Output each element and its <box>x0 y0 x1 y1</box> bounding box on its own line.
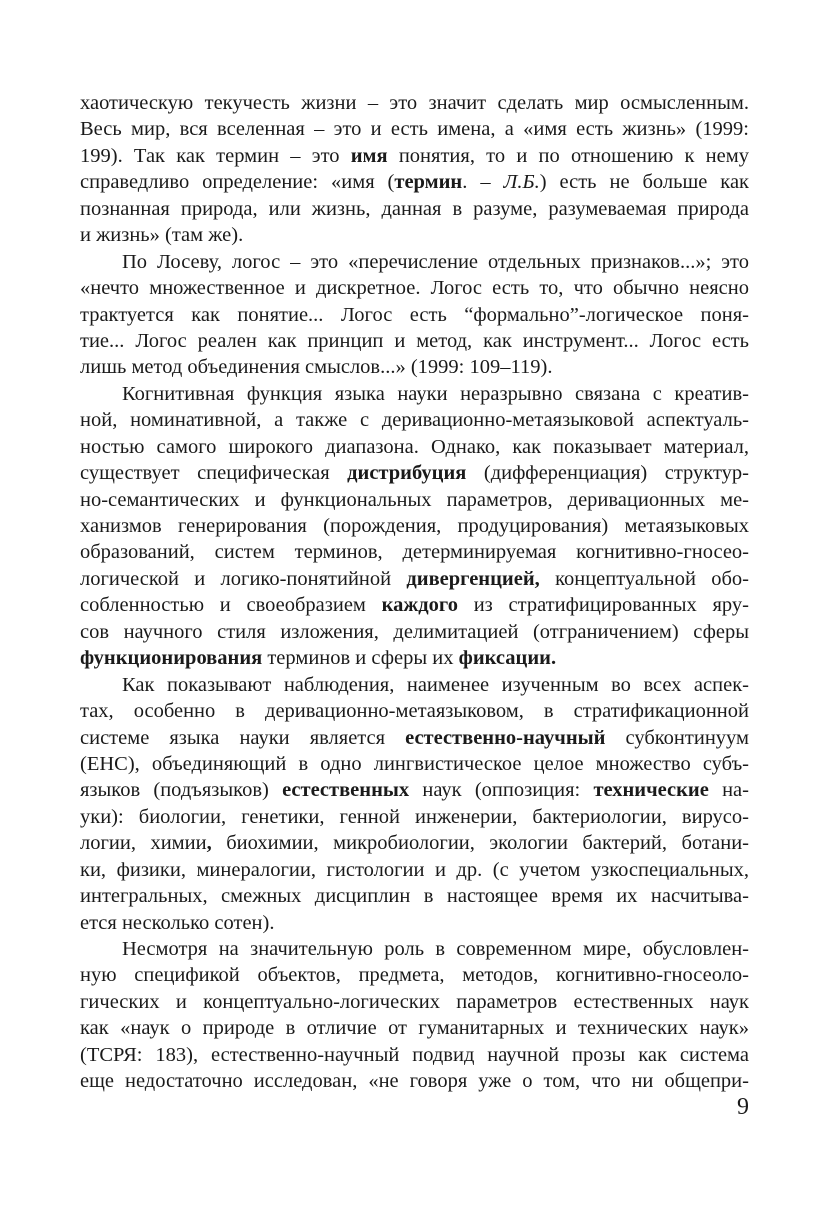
text-line <box>80 910 749 936</box>
text-run: . – <box>462 171 504 194</box>
text-line <box>80 196 749 222</box>
text-line <box>80 857 749 883</box>
text-run: ностью самого широкого диапазона. Однако, как показывает материал, <box>80 435 749 458</box>
text-line <box>80 487 749 513</box>
paragraph <box>80 381 749 672</box>
text-run: ханизмов генерирования (порождения, продуцирования) метаязыковых <box>80 515 749 537</box>
text-line <box>80 619 749 645</box>
text-run: концептуальной обо- <box>539 567 749 590</box>
text-line <box>80 777 749 803</box>
bold-term: функционирования <box>80 647 263 670</box>
paragraph <box>80 936 749 1095</box>
text-line <box>80 169 749 195</box>
text-line <box>80 539 749 565</box>
bold-term: технические <box>593 779 709 802</box>
text-line <box>80 302 749 328</box>
text-line <box>80 116 749 142</box>
text-line <box>80 407 749 433</box>
text-run: логии, химии <box>80 832 207 855</box>
body-text <box>80 90 749 1095</box>
text-run: как «наук о природе в отличие от гуманитарных и технических наук» <box>80 1017 749 1040</box>
text-run: 199). Так как термин – это <box>80 144 351 167</box>
bold-term: термин <box>394 171 463 194</box>
text-line <box>80 460 749 486</box>
text-run: собленностью и своеобразием <box>80 594 382 617</box>
text-line <box>80 989 749 1015</box>
text-run: наук (оппозиция: <box>409 779 594 802</box>
text-run: но-семантических и функциональных параметров, деривационных ме- <box>80 488 749 511</box>
text-run: и жизнь» (там же). <box>80 224 244 247</box>
text-line <box>80 1015 749 1041</box>
text-run: справедливо определение: «имя ( <box>80 171 395 194</box>
text-run: (дифференциация) структур- <box>466 462 749 485</box>
text-line <box>80 1042 749 1068</box>
text-run: «нечто множественное и дискретное. Логос есть то, что обычно неясно <box>80 277 749 300</box>
text-run: познанная природа, или жизнь, данная в разуме, разумеваемая природа <box>80 197 749 220</box>
bold-term: имя <box>350 144 388 167</box>
text-run: субконтинуум <box>605 726 749 749</box>
text-run: ется несколько сотен). <box>80 911 275 934</box>
text-run: интегральных, смежных дисциплин в настоящее время их насчитыва- <box>80 885 749 908</box>
text-run: еще недостаточно исследован, «не говоря уже о том, что ни общепри- <box>80 1070 749 1093</box>
text-line <box>80 1068 749 1094</box>
text-line <box>80 672 749 698</box>
text-run: хаотическую текучесть жизни – это значит сделать мир осмысленным. <box>80 92 749 114</box>
text-run: из стратифицированных яру- <box>457 594 749 617</box>
text-run: уки): биологии, генетики, генной инженерии, бактериологии, вирусо- <box>80 805 749 828</box>
text-line <box>80 830 749 856</box>
text-run: ную спецификой объектов, предмета, методов, когнитивно-гносеоло- <box>80 964 749 987</box>
text-run: Как показывают наблюдения, наименее изученным во всех аспек- <box>122 673 749 696</box>
text-run: на- <box>708 779 749 802</box>
text-run: понятия, то и по отношению к нему <box>387 144 749 167</box>
text-run: Несмотря на значительную роль в современном мире, обусловлен- <box>122 938 749 960</box>
paragraph <box>80 90 749 249</box>
text-run: ) есть не больше как <box>539 171 750 194</box>
text-line <box>80 645 749 671</box>
text-run: гических и концептуально-логических параметров естественных наук <box>80 990 749 1013</box>
text-run: тие... Логос реален как принцип и метод, как инструмент... Логос есть <box>80 329 749 352</box>
text-run: (ЕНС), объединяющий в одно лингвистическое целое множество субъ- <box>80 752 749 775</box>
text-line <box>80 434 749 460</box>
text-run: языков (подъязыков) <box>80 779 283 802</box>
text-run: сов научного стиля изложения, делимитацией (отграничением) сферы <box>80 620 749 643</box>
text-line <box>80 275 749 301</box>
text-line <box>80 592 749 618</box>
text-line <box>80 328 749 354</box>
text-line <box>80 751 749 777</box>
text-line <box>80 883 749 909</box>
text-run: ной, номинативной, а также с деривационно-метаязыковой аспектуаль- <box>80 409 749 432</box>
text-run: образований, систем терминов, детерминируемая когнитивно-гносео- <box>80 541 749 564</box>
text-line <box>80 936 749 962</box>
text-run: логической и логико-понятийной <box>80 567 407 590</box>
text-line <box>80 698 749 724</box>
text-line <box>80 725 749 751</box>
bold-term: каждого <box>381 594 458 617</box>
text-run: (ТСРЯ: 183), естественно-научный подвид научной прозы как система <box>80 1043 749 1066</box>
text-run: системе языка науки является <box>80 726 406 749</box>
text-run: Когнитивная функция языка науки неразрывно связана с креатив- <box>122 382 749 405</box>
text-line <box>80 804 749 830</box>
text-line <box>80 222 749 248</box>
text-line <box>80 90 749 116</box>
paragraph <box>80 672 749 936</box>
text-line <box>80 249 749 275</box>
paragraph <box>80 249 749 381</box>
text-run: тах, особенно в деривационно-метаязыковом, в стратификационной <box>80 700 749 723</box>
italic-text: Л.Б. <box>503 171 540 194</box>
text-run: По Лосеву, логос – это «перечисление отдельных признаков...»; это <box>122 250 749 273</box>
text-line <box>80 962 749 988</box>
text-line <box>80 354 749 380</box>
text-run: Весь мир, вся вселенная – это и есть имена, а «имя есть жизнь» (1999: <box>80 118 749 141</box>
text-line <box>80 143 749 169</box>
text-run: лишь метод объединения смыслов...» (1999: 109–119). <box>80 356 553 379</box>
text-line <box>80 381 749 407</box>
bold-term: дистрибуция <box>347 462 467 485</box>
text-line <box>80 513 749 539</box>
bold-term: естественно-научный <box>405 726 606 749</box>
text-run: трактуется как понятие... Логос есть “формально”-логическое поня- <box>80 303 749 326</box>
bold-term: дивергенцией, <box>406 567 540 590</box>
text-run: ки, физики, минералогии, гистологии и др. (с учетом узкоспециальных, <box>80 858 749 881</box>
text-run: терминов и сферы их <box>262 647 459 670</box>
bold-term: фиксации. <box>458 647 557 670</box>
text-run: биохимии, микробиологии, экологии бактерий, ботани- <box>211 832 750 855</box>
text-run: существует специфическая <box>80 462 348 485</box>
bold-term: естественных <box>282 779 410 802</box>
page-number: 9 <box>737 1094 749 1120</box>
bold-term: , <box>206 832 212 855</box>
text-line <box>80 566 749 592</box>
